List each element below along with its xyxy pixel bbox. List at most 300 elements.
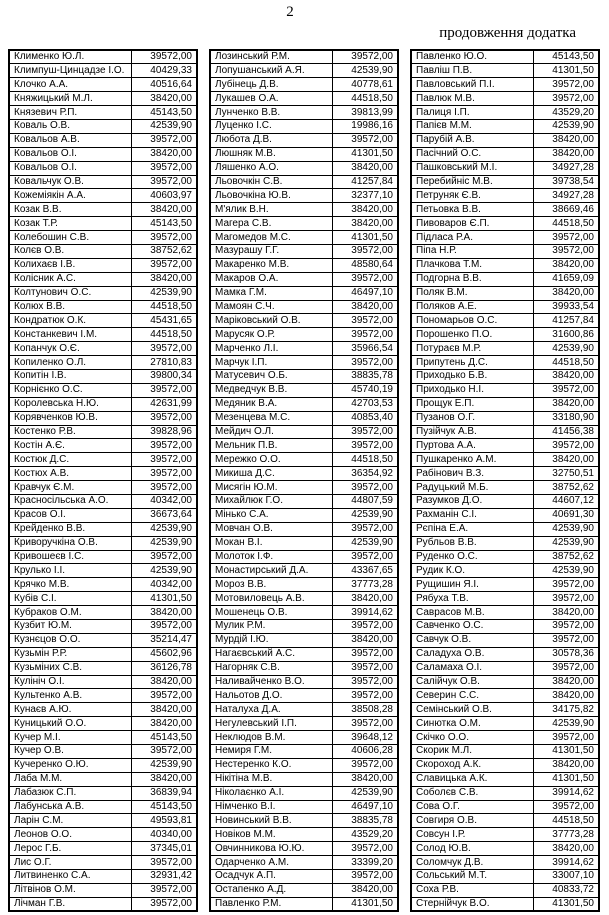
table-row — [9, 814, 197, 828]
table-row — [411, 383, 599, 397]
table-row — [210, 119, 398, 133]
amount-value: 45143,50 — [131, 731, 197, 745]
person-name: Княжицький М.Л. — [9, 92, 131, 106]
amount-value: 38420,00 — [533, 842, 599, 856]
amount-value: 39572,00 — [131, 342, 197, 356]
table-row — [9, 647, 197, 661]
person-name: Остапенко А.Д. — [210, 883, 332, 897]
amount-value: 41301,50 — [533, 897, 599, 911]
table-row — [411, 411, 599, 425]
person-name: Медведчук В.В. — [210, 383, 332, 397]
table-row — [9, 411, 197, 425]
person-name: Соломчук Д.В. — [411, 856, 533, 870]
amount-value: 41456,38 — [533, 425, 599, 439]
amount-value: 36839,94 — [131, 786, 197, 800]
table-row — [9, 64, 197, 78]
person-name: Мельник П.В. — [210, 439, 332, 453]
person-name: Культенко А.В. — [9, 689, 131, 703]
person-name: Мисягін Ю.М. — [210, 481, 332, 495]
table-row — [9, 272, 197, 286]
person-name: Рєпіна Е.А. — [411, 522, 533, 536]
amount-value: 38420,00 — [131, 147, 197, 161]
table-row — [210, 258, 398, 272]
table-row — [9, 92, 197, 106]
table-row — [9, 745, 197, 759]
amount-value: 38420,00 — [131, 772, 197, 786]
person-name: Копанчук О.Є. — [9, 342, 131, 356]
amount-value: 36354,92 — [332, 467, 398, 481]
person-name: Саламаха О.І. — [411, 661, 533, 675]
person-name: Криворучкіна О.В. — [9, 536, 131, 550]
amount-value: 39572,00 — [332, 842, 398, 856]
person-name: Марусяк О.Р. — [210, 328, 332, 342]
amount-value: 37345,01 — [131, 842, 197, 856]
table-row — [9, 217, 197, 231]
amount-value: 38420,00 — [131, 203, 197, 217]
amount-value: 42539,90 — [131, 758, 197, 772]
amount-value: 42703,53 — [332, 397, 398, 411]
table-row — [411, 328, 599, 342]
amount-value: 44518,50 — [131, 300, 197, 314]
person-name: Наливайченко В.О. — [210, 675, 332, 689]
table-row — [411, 592, 599, 606]
table-row — [411, 467, 599, 481]
table-row — [411, 856, 599, 870]
table-row — [210, 675, 398, 689]
amount-value: 38752,62 — [533, 481, 599, 495]
amount-value: 39914,62 — [332, 606, 398, 620]
table-row — [9, 328, 197, 342]
amount-value: 35214,47 — [131, 633, 197, 647]
amount-value: 39572,00 — [131, 231, 197, 245]
table-row — [210, 564, 398, 578]
amount-value: 42539,90 — [131, 522, 197, 536]
amount-value: 42539,90 — [533, 119, 599, 133]
table-row — [411, 870, 599, 884]
person-name: Одарченко А.М. — [210, 856, 332, 870]
amount-value: 41301,50 — [332, 147, 398, 161]
person-name: Совгиря О.В. — [411, 814, 533, 828]
amount-value: 44807,59 — [332, 495, 398, 509]
amount-value: 40691,30 — [533, 508, 599, 522]
amount-value: 42631,99 — [131, 397, 197, 411]
person-name: Павловський П.І. — [411, 78, 533, 92]
person-name: Мотовиловець А.В. — [210, 592, 332, 606]
person-name: Кузбит Ю.М. — [9, 620, 131, 634]
table-row — [9, 147, 197, 161]
amount-value: 42539,90 — [131, 536, 197, 550]
amount-value: 44518,50 — [533, 356, 599, 370]
person-name: Пивоваров Є.П. — [411, 217, 533, 231]
table-row — [9, 606, 197, 620]
table-row — [411, 300, 599, 314]
amount-value: 45143,50 — [131, 106, 197, 120]
amount-value: 36673,64 — [131, 508, 197, 522]
person-name: Плачкова Т.М. — [411, 258, 533, 272]
person-name: Мокан В.І. — [210, 536, 332, 550]
person-name: Лис О.Г. — [9, 856, 131, 870]
amount-value: 39572,00 — [131, 411, 197, 425]
table-row — [411, 119, 599, 133]
table-row — [210, 592, 398, 606]
amount-value: 39572,00 — [332, 522, 398, 536]
amount-value: 38420,00 — [533, 133, 599, 147]
table-row — [210, 550, 398, 564]
page-number: 2 — [286, 4, 294, 20]
person-name: Льовочкін С.В. — [210, 175, 332, 189]
person-name: Костюк Д.С. — [9, 453, 131, 467]
person-name: Соболєв С.В. — [411, 786, 533, 800]
person-name: Поляк В.М. — [411, 286, 533, 300]
amount-value: 38420,00 — [533, 397, 599, 411]
person-name: Колісник А.С. — [9, 272, 131, 286]
person-name: Мамоян С.Ч. — [210, 300, 332, 314]
table-row — [9, 883, 197, 897]
amount-value: 32377,10 — [332, 189, 398, 203]
table-row — [210, 328, 398, 342]
amount-value: 38420,00 — [533, 286, 599, 300]
tables-container — [0, 49, 609, 912]
amount-value: 37773,28 — [332, 578, 398, 592]
table-row — [411, 369, 599, 383]
table-row — [210, 828, 398, 842]
person-name: Пушкаренко А.М. — [411, 453, 533, 467]
table-row — [9, 508, 197, 522]
table-row — [9, 481, 197, 495]
person-name: Порошенко П.О. — [411, 328, 533, 342]
amount-value: 38420,00 — [533, 147, 599, 161]
person-name: Мережко О.О. — [210, 453, 332, 467]
amount-value: 45602,96 — [131, 647, 197, 661]
table-row — [9, 175, 197, 189]
amount-value: 39572,00 — [332, 870, 398, 884]
table-row — [411, 425, 599, 439]
person-name: Савчук О.В. — [411, 633, 533, 647]
person-name: Макаренко М.В. — [210, 258, 332, 272]
person-name: Красов О.І. — [9, 508, 131, 522]
amount-value: 39572,00 — [131, 258, 197, 272]
amount-value: 38420,00 — [332, 203, 398, 217]
table-row — [210, 745, 398, 759]
person-name: Рубльов В.В. — [411, 536, 533, 550]
person-name: Пашковський М.І. — [411, 161, 533, 175]
amount-value: 39572,00 — [131, 550, 197, 564]
amount-value: 38420,00 — [533, 675, 599, 689]
table-row — [411, 133, 599, 147]
person-name: Немиря Г.М. — [210, 745, 332, 759]
amount-value: 39572,00 — [533, 383, 599, 397]
person-name: Разумков Д.О. — [411, 495, 533, 509]
person-name: Медяник В.А. — [210, 397, 332, 411]
person-name: Славицька А.К. — [411, 772, 533, 786]
person-name: Неклюдов В.М. — [210, 731, 332, 745]
amount-value: 38420,00 — [533, 689, 599, 703]
person-name: Перебийніс М.В. — [411, 175, 533, 189]
amount-value: 41257,84 — [533, 314, 599, 328]
amount-value: 40853,40 — [332, 411, 398, 425]
amount-value: 39572,00 — [332, 661, 398, 675]
person-name: Сольський М.Т. — [411, 870, 533, 884]
amount-value: 49593,81 — [131, 814, 197, 828]
person-name: Літвінов О.М. — [9, 883, 131, 897]
amount-value: 38752,62 — [131, 244, 197, 258]
table-row — [210, 689, 398, 703]
amount-value: 40340,00 — [131, 828, 197, 842]
amount-value: 38669,46 — [533, 203, 599, 217]
person-name: Мовчан О.В. — [210, 522, 332, 536]
table-row — [411, 550, 599, 564]
person-name: Пузанов О.Г. — [411, 411, 533, 425]
person-name: Новинський В.В. — [210, 814, 332, 828]
person-name: Льовочкіна Ю.В. — [210, 189, 332, 203]
person-name: Марчук І.П. — [210, 356, 332, 370]
person-name: Колтунович О.С. — [9, 286, 131, 300]
amount-value: 42539,90 — [533, 717, 599, 731]
table-row — [411, 495, 599, 509]
amount-value: 48580,64 — [332, 258, 398, 272]
person-name: Михайлюк Г.О. — [210, 495, 332, 509]
amount-value: 44607,12 — [533, 495, 599, 509]
amount-value: 45143,50 — [131, 800, 197, 814]
table-row — [9, 314, 197, 328]
person-name: Ковальчук О.В. — [9, 175, 131, 189]
table-row — [411, 883, 599, 897]
person-name: Овчинникова Ю.Ю. — [210, 842, 332, 856]
amount-value: 42539,90 — [332, 786, 398, 800]
amount-value: 39914,62 — [533, 786, 599, 800]
person-name: Козак Т.Р. — [9, 217, 131, 231]
amount-value: 39572,00 — [131, 620, 197, 634]
table-row — [210, 772, 398, 786]
amount-value: 42539,90 — [533, 522, 599, 536]
person-name: Нікітіна М.В. — [210, 772, 332, 786]
table-row — [9, 689, 197, 703]
amount-value: 38420,00 — [533, 369, 599, 383]
table-row — [411, 703, 599, 717]
table-row — [210, 189, 398, 203]
person-name: Костюх А.В. — [9, 467, 131, 481]
person-name: Костін А.Є. — [9, 439, 131, 453]
person-name: Люшняк М.В. — [210, 147, 332, 161]
amount-value: 42539,90 — [131, 564, 197, 578]
table-row — [411, 661, 599, 675]
person-name: Лозинський Р.М. — [210, 50, 332, 64]
person-name: Ніколаєнко А.І. — [210, 786, 332, 800]
table-row — [9, 369, 197, 383]
person-name: Леонов О.О. — [9, 828, 131, 842]
person-name: Кузнєцов О.О. — [9, 633, 131, 647]
table-row — [411, 453, 599, 467]
amount-value: 19986,16 — [332, 119, 398, 133]
amount-value: 39572,00 — [332, 356, 398, 370]
person-name: Кубів С.І. — [9, 592, 131, 606]
person-name: Лабунська А.В. — [9, 800, 131, 814]
amount-value: 39572,00 — [332, 328, 398, 342]
amount-value: 41257,84 — [332, 175, 398, 189]
table-row — [411, 800, 599, 814]
amount-value: 42539,90 — [533, 564, 599, 578]
table-row — [9, 772, 197, 786]
amount-value: 41301,50 — [332, 897, 398, 911]
person-name: Скічко О.О. — [411, 731, 533, 745]
amount-value: 39572,00 — [533, 800, 599, 814]
amount-value: 39572,00 — [131, 856, 197, 870]
person-name: Припутень Д.С. — [411, 356, 533, 370]
table-row — [210, 411, 398, 425]
person-name: Лубінець Д.В. — [210, 78, 332, 92]
person-name: Нальотов Д.О. — [210, 689, 332, 703]
amount-value: 42539,90 — [332, 64, 398, 78]
amount-value: 38752,62 — [533, 550, 599, 564]
person-name: Парубій А.В. — [411, 133, 533, 147]
table-row — [210, 425, 398, 439]
table-row — [210, 217, 398, 231]
amount-value: 40606,28 — [332, 745, 398, 759]
person-name: Піпа Н.Р. — [411, 244, 533, 258]
table-row — [210, 272, 398, 286]
person-name: Куницький О.О. — [9, 717, 131, 731]
person-name: Пасічний О.С. — [411, 147, 533, 161]
person-name: Мошенець О.В. — [210, 606, 332, 620]
person-name: Мезенцева М.С. — [210, 411, 332, 425]
person-name: Магомедов М.С. — [210, 231, 332, 245]
table-row — [9, 828, 197, 842]
table-row — [411, 689, 599, 703]
person-name: Магера С.В. — [210, 217, 332, 231]
table-row — [210, 842, 398, 856]
amount-value: 31600,86 — [533, 328, 599, 342]
table-row — [210, 647, 398, 661]
person-name: Негулевський І.П. — [210, 717, 332, 731]
table-row — [9, 536, 197, 550]
appendix-continuation-label: продовження додатка — [439, 25, 576, 41]
person-name: Синютка О.М. — [411, 717, 533, 731]
table-row — [210, 508, 398, 522]
person-name: Пономарьов О.С. — [411, 314, 533, 328]
table-row — [9, 564, 197, 578]
table-row — [210, 606, 398, 620]
table-row — [9, 342, 197, 356]
amount-value: 39572,00 — [332, 314, 398, 328]
person-name: Нагорняк С.В. — [210, 661, 332, 675]
amount-value: 40429,33 — [131, 64, 197, 78]
table-row — [210, 717, 398, 731]
table-row — [9, 50, 197, 64]
person-name: Корявченков Ю.В. — [9, 411, 131, 425]
amount-value: 39572,00 — [533, 620, 599, 634]
table-row — [9, 495, 197, 509]
table-row — [9, 106, 197, 120]
person-name: Кузьмін Р.Р. — [9, 647, 131, 661]
amount-value: 46497,10 — [332, 800, 398, 814]
person-name: Ковальов О.І. — [9, 147, 131, 161]
amount-value: 46497,10 — [332, 286, 398, 300]
person-name: Поляков А.Е. — [411, 300, 533, 314]
person-name: Кучеренко О.Ю. — [9, 758, 131, 772]
person-name: Копитін І.В. — [9, 369, 131, 383]
person-name: Кунаєв А.Ю. — [9, 703, 131, 717]
person-name: Петруняк Є.В. — [411, 189, 533, 203]
table-row — [9, 383, 197, 397]
table-row — [9, 356, 197, 370]
amount-value: 34927,28 — [533, 189, 599, 203]
person-name: Павленко Ю.О. — [411, 50, 533, 64]
amount-value: 39572,00 — [533, 731, 599, 745]
amount-value: 30578,36 — [533, 647, 599, 661]
person-name: Пуртова А.А. — [411, 439, 533, 453]
amount-value: 44518,50 — [131, 328, 197, 342]
amount-value: 39933,54 — [533, 300, 599, 314]
table-row — [210, 467, 398, 481]
table-row — [210, 439, 398, 453]
amount-value: 39572,00 — [131, 481, 197, 495]
table-row — [210, 64, 398, 78]
amount-value: 39800,34 — [131, 369, 197, 383]
table-row — [210, 92, 398, 106]
amount-value: 39572,00 — [533, 661, 599, 675]
person-name: Радуцький М.Б. — [411, 481, 533, 495]
person-name: Костенко Р.В. — [9, 425, 131, 439]
amount-value: 39572,00 — [533, 78, 599, 92]
table-row — [210, 786, 398, 800]
table-row — [210, 578, 398, 592]
table-row — [9, 286, 197, 300]
table-row — [9, 425, 197, 439]
person-name: Монастирський Д.А. — [210, 564, 332, 578]
table-row — [411, 717, 599, 731]
person-name: Нестеренко К.О. — [210, 758, 332, 772]
table-row — [411, 342, 599, 356]
table-row — [210, 703, 398, 717]
person-name: Новіков М.М. — [210, 828, 332, 842]
amount-value: 33007,10 — [533, 870, 599, 884]
amount-value: 39572,00 — [131, 453, 197, 467]
amount-value: 34175,82 — [533, 703, 599, 717]
table-row — [210, 620, 398, 634]
table-row — [9, 231, 197, 245]
person-name: Климпуш-Цинцадзе І.О. — [9, 64, 131, 78]
person-name: Литвиненко С.А. — [9, 870, 131, 884]
person-name: Приходько Н.І. — [411, 383, 533, 397]
table-row — [411, 314, 599, 328]
amount-value: 44518,50 — [533, 814, 599, 828]
amount-value: 38420,00 — [131, 675, 197, 689]
person-name: Солод Ю.В. — [411, 842, 533, 856]
table-row — [411, 481, 599, 495]
person-name: Осадчук А.П. — [210, 870, 332, 884]
person-name: Підласа Р.А. — [411, 231, 533, 245]
table-row — [411, 620, 599, 634]
person-name: Корнієнко О.С. — [9, 383, 131, 397]
table-row — [9, 675, 197, 689]
person-name: Копиленко О.Л. — [9, 356, 131, 370]
person-name: Мулик Р.М. — [210, 620, 332, 634]
amount-value: 40342,00 — [131, 578, 197, 592]
amount-value: 39572,00 — [131, 897, 197, 911]
amount-value: 42539,90 — [332, 536, 398, 550]
table-row — [210, 106, 398, 120]
person-name: Кондратюк О.К. — [9, 314, 131, 328]
table-row — [9, 856, 197, 870]
table-row — [411, 897, 599, 911]
amount-value: 39572,00 — [332, 689, 398, 703]
table-row — [210, 383, 398, 397]
amount-value: 39572,00 — [131, 439, 197, 453]
person-name: Клочко А.А. — [9, 78, 131, 92]
table-row — [411, 564, 599, 578]
amount-value: 43529,20 — [332, 828, 398, 842]
amount-value: 42539,90 — [533, 536, 599, 550]
